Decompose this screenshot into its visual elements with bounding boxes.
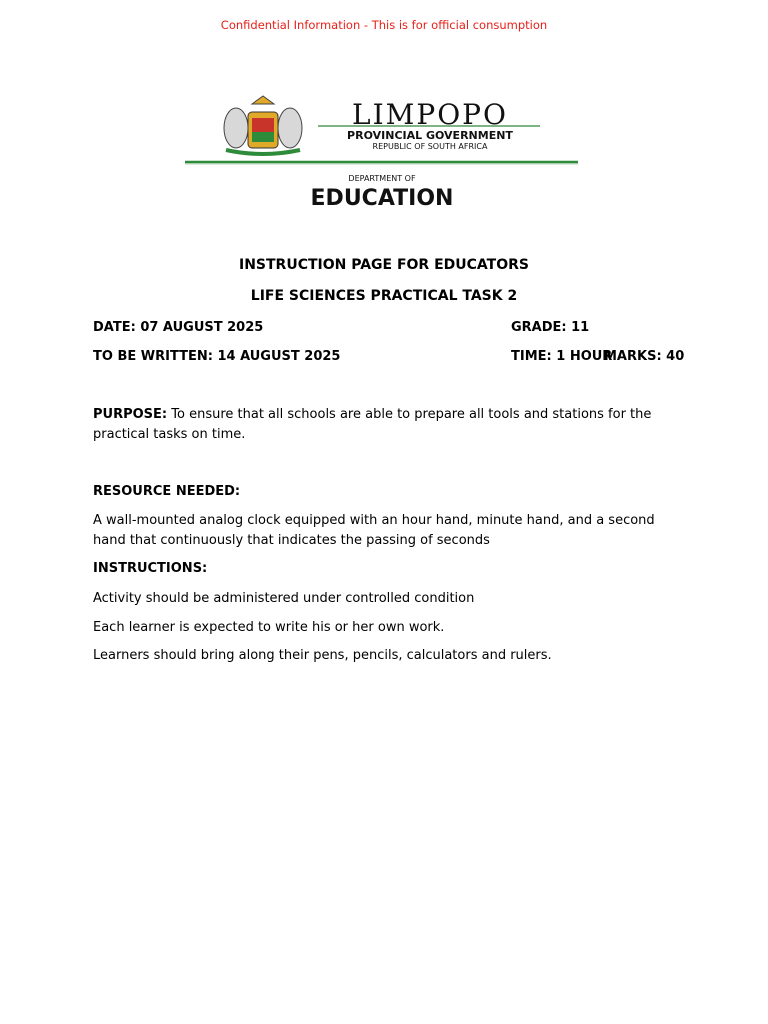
confidential-notice: Confidential Information - This is for official consumption	[220, 18, 548, 32]
grade-field: GRADE: 11	[511, 320, 590, 335]
instructions-heading: INSTRUCTIONS:	[93, 561, 208, 576]
resource-text: A wall-mounted analog clock equipped with an hour hand, minute hand, and a second hand that continuously that indicates the passing of seconds	[93, 513, 655, 548]
limpopo-education-logo	[0, 0, 768, 215]
time-field: TIME: 1 HOUR	[511, 349, 613, 364]
to-be-written-field: TO BE WRITTEN: 14 AUGUST 2025	[93, 349, 341, 364]
logo-department: EDUCATION	[310, 186, 454, 211]
instruction-item: Learners should bring along their pens, pencils, calculators and rulers.	[93, 648, 552, 663]
logo-government: PROVINCIAL GOVERNMENT	[347, 129, 513, 142]
date-field: DATE: 07 AUGUST 2025	[93, 320, 264, 335]
logo-country: REPUBLIC OF SOUTH AFRICA	[372, 142, 488, 151]
logo-province: LIMPOPO	[352, 98, 508, 131]
purpose-paragraph	[93, 405, 683, 445]
document-subtitle: LIFE SCIENCES PRACTICAL TASK 2	[250, 288, 518, 304]
instruction-item: Each learner is expected to write his or her own work.	[93, 620, 445, 635]
purpose-label: PURPOSE:	[93, 407, 168, 422]
instruction-item: Activity should be administered under controlled condition	[93, 591, 475, 606]
coat-of-arms-icon	[224, 96, 302, 154]
resource-heading: RESOURCE NEEDED:	[93, 484, 241, 499]
document-title: INSTRUCTION PAGE FOR EDUCATORS	[239, 257, 529, 273]
logo-department-of: DEPARTMENT OF	[348, 174, 416, 183]
marks-field: MARKS: 40	[604, 349, 685, 364]
purpose-text: To ensure that all schools are able to prepare all tools and stations for the practical tasks on time.	[93, 407, 652, 442]
